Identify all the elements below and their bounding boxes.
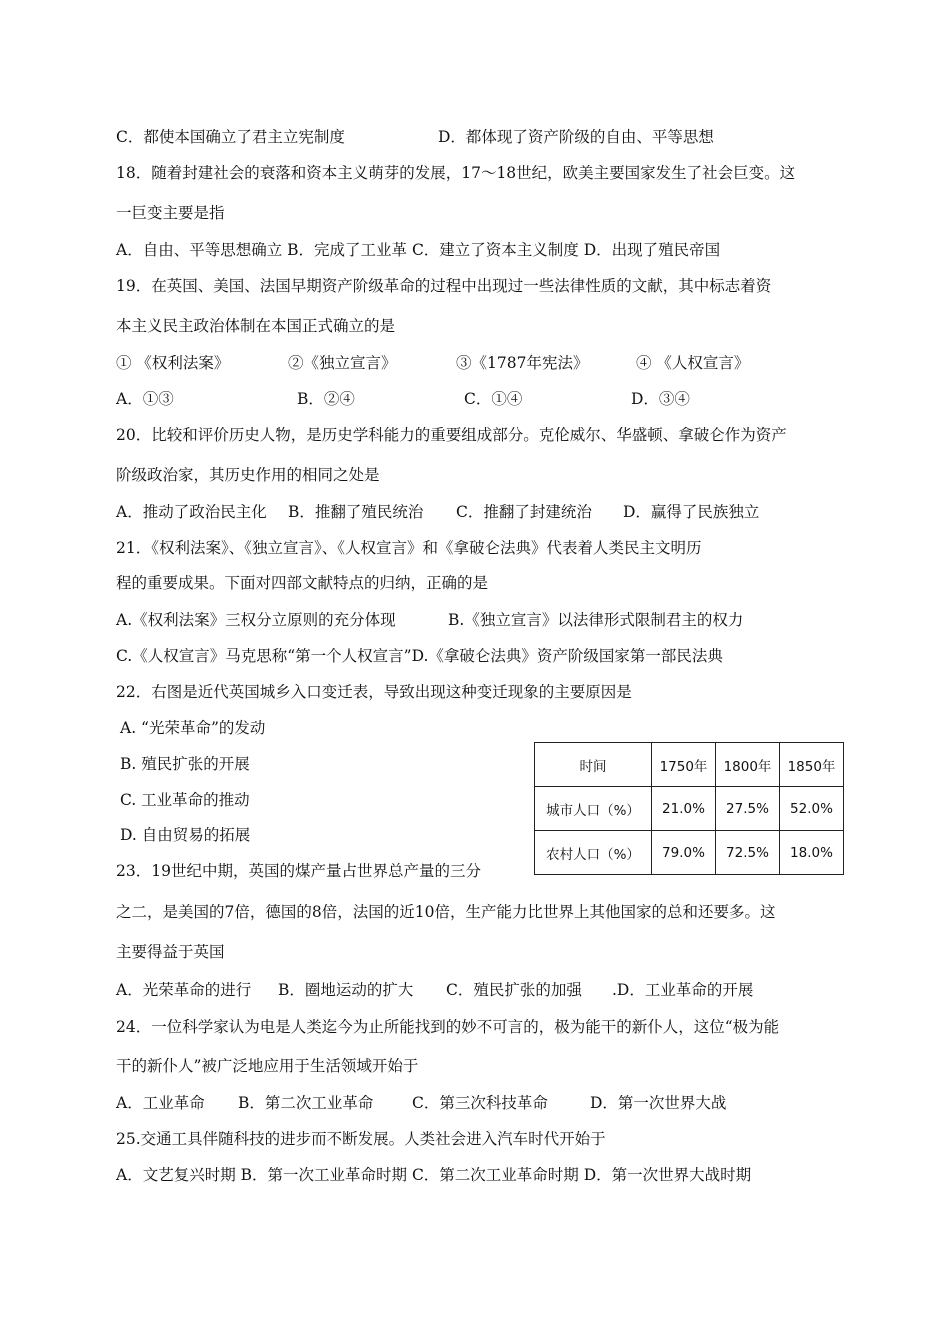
population-table (534, 742, 844, 875)
item-3: ③《1787年宪法》 (456, 354, 589, 372)
question-23-stem: 23．19世纪中期，英国的煤产量占世界总产量的三分 (116, 862, 481, 880)
option-a: A．光荣革命的进行 (116, 981, 252, 999)
option-c: C．殖民扩张的加强 (446, 981, 582, 999)
question-18-stem-cont: 一巨变主要是指 (116, 204, 225, 222)
table-cell: 52.0% (780, 787, 844, 831)
option-c: C．第三次科技革命 (412, 1094, 548, 1112)
option-b: B．圈地运动的扩大 (278, 981, 414, 999)
option-c: C．①④ (464, 390, 523, 408)
question-20-stem: 20．比较和评价历史人物，是历史学科能力的重要组成部分。克伦威尔、华盛顿、拿破仑作为资产 (116, 426, 787, 444)
question-22-option-d: D. 自由贸易的拓展 (120, 826, 251, 844)
question-19-stem: 19．在英国、美国、法国早期资产阶级革命的过程中出现过一些法律性质的文献，其中标志着资 (116, 277, 772, 295)
question-23-stem-cont2: 主要得益于英国 (116, 943, 225, 961)
table-cell: 18.0% (780, 831, 844, 875)
table-cell: 79.0% (652, 831, 716, 875)
question-22-option-a: A. “光荣革命”的发动 (120, 719, 266, 737)
question-24-stem-cont: 干的新仆人”被广泛地应用于生活领域开始于 (116, 1057, 419, 1075)
row-label: 农村人口（%） (535, 831, 652, 875)
item-4: ④ 《人权宣言》 (636, 354, 750, 372)
question-22-stem: 22．右图是近代英国城乡入口变迁表，导致出现这种变迁现象的主要原因是 (116, 683, 632, 701)
option-b: B．第二次工业革命 (238, 1094, 374, 1112)
option-b: B．②④ (297, 390, 355, 408)
table-cell: 21.0% (652, 787, 716, 831)
question-25-options: A．文艺复兴时期 B．第一次工业革命时期 C．第二次工业革命时期 D．第一次世界大战时期 (116, 1166, 752, 1184)
option-a: A．①③ (116, 390, 174, 408)
question-22-option-b: B. 殖民扩张的开展 (120, 755, 250, 773)
option-d: D．赢得了民族独立 (623, 503, 760, 521)
table-header-cell: 1800年 (716, 743, 780, 787)
option-c: C．都使本国确立了君主立宪制度 (116, 128, 345, 146)
option-d: .D．工业革命的开展 (612, 981, 754, 999)
table-header-row (535, 743, 844, 787)
option-a: A.《权利法案》三权分立原则的充分体现 (116, 611, 396, 629)
question-18-options: A．自由、平等思想确立 B．完成了工业革 C．建立了资本主义制度 D．出现了殖民帝国 (116, 241, 721, 259)
option-d: D．第一次世界大战 (590, 1094, 727, 1112)
question-21-stem: 21．《权利法案》、《独立宣言》、《人权宣言》和《拿破仑法典》代表着人类民主文明历 (116, 539, 702, 557)
question-25-stem: 25.交通工具伴随科技的进步而不断发展。人类社会进入汽车时代开始于 (116, 1130, 606, 1148)
option-a: A．推动了政治民主化 (116, 503, 267, 521)
option-d: D．都体现了资产阶级的自由、平等思想 (438, 128, 714, 146)
option-c: C．推翻了封建统治 (456, 503, 592, 521)
question-24-stem: 24．一位科学家认为电是人类迄今为止所能找到的妙不可言的，极为能干的新仆人，这位“极为能 (116, 1018, 780, 1036)
option-a: A．工业革命 (116, 1094, 205, 1112)
row-label: 城市人口（%） (535, 787, 652, 831)
option-d: D．③④ (631, 390, 690, 408)
item-2: ②《独立宣言》 (288, 354, 397, 372)
table-header-cell: 1750年 (652, 743, 716, 787)
table-header-cell: 1850年 (780, 743, 844, 787)
table-row (535, 831, 844, 875)
option-b: B.《独立宣言》以法律形式限制君主的权力 (448, 611, 744, 629)
table-header-cell: 时间 (535, 743, 652, 787)
table-cell: 27.5% (716, 787, 780, 831)
question-23-stem-cont: 之二，是美国的7倍，德国的8倍，法国的近10倍，生产能力比世界上其他国家的总和还要多。这 (116, 903, 776, 921)
question-22-option-c: C. 工业革命的推动 (120, 791, 250, 809)
question-18-stem: 18．随着封建社会的衰落和资本主义萌芽的发展，17～18世纪，欧美主要国家发生了社会巨变。这 (116, 164, 796, 182)
question-21-stem-cont: 程的重要成果。下面对四部文献特点的归纳，正确的是 (116, 574, 489, 592)
table-row (535, 787, 844, 831)
table-cell: 72.5% (716, 831, 780, 875)
question-19-stem-cont: 本主义民主政治体制在本国正式确立的是 (116, 317, 396, 335)
question-21-options-cd: C.《人权宣言》马克思称“第一个人权宣言”D.《拿破仑法典》资产阶级国家第一部民法典 (116, 647, 723, 665)
question-20-stem-cont: 阶级政治家，其历史作用的相同之处是 (116, 466, 380, 484)
item-1: ① 《权利法案》 (116, 354, 230, 372)
option-b: B．推翻了殖民统治 (288, 503, 424, 521)
